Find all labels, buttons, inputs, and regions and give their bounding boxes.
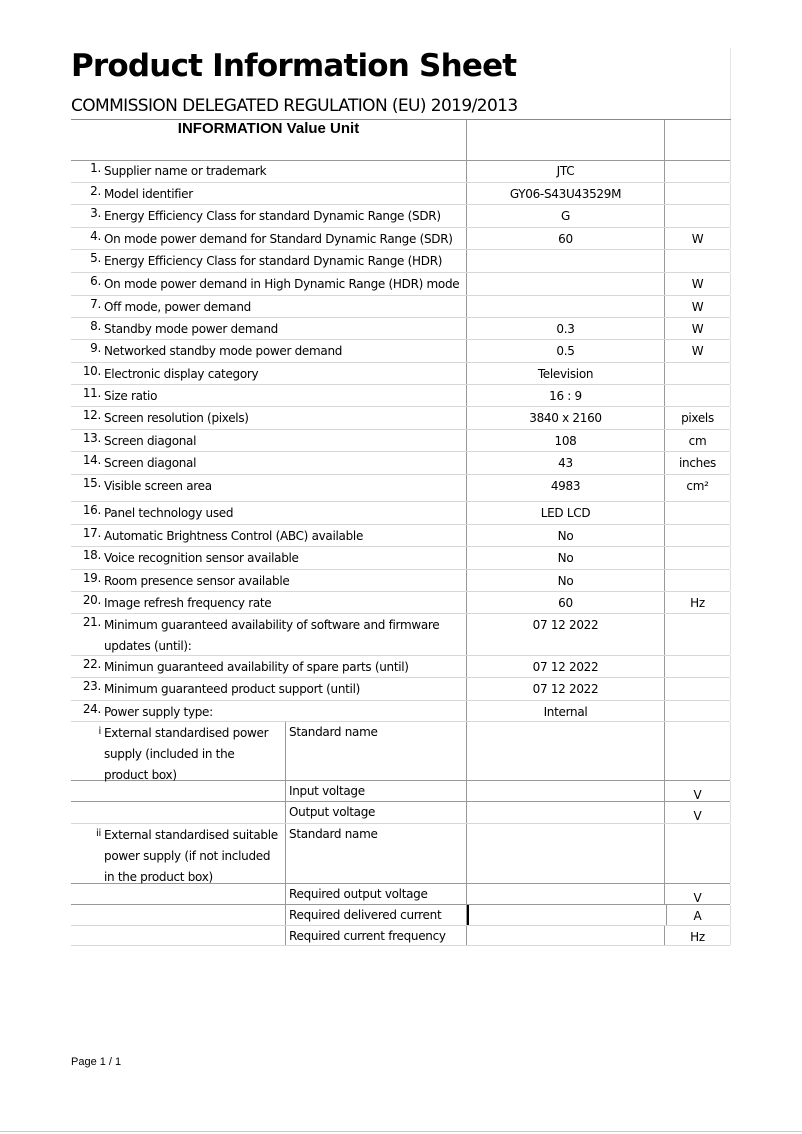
value: 43 [558, 456, 573, 470]
value: Television [537, 367, 594, 381]
row-label: Off mode, power demand [104, 300, 251, 314]
value-cell [467, 722, 665, 780]
row-label: Minimum guaranteed availability of software and firmware updates (until): [104, 618, 440, 653]
table-row [71, 926, 730, 946]
value [467, 884, 664, 885]
value: 60 [558, 596, 573, 610]
unit-cell [665, 318, 731, 339]
regulation-subtitle: COMMISSION DELEGATED REGULATION (EU) 2019/2013 [71, 96, 518, 116]
table-row [71, 407, 730, 430]
value [467, 781, 664, 782]
row-label: Minimum guaranteed product support (until) [104, 682, 361, 696]
value: 60 [558, 232, 573, 246]
row-number: 13. [82, 431, 101, 445]
table-row [71, 547, 730, 570]
row-label: On mode power demand for Standard Dynamic Range (SDR) [104, 232, 453, 246]
table-header: INFORMATION Value Unit [177, 120, 360, 137]
unit: cm [688, 434, 707, 448]
row-number: 16. [82, 503, 101, 517]
value [467, 273, 664, 274]
unit-cell [665, 363, 731, 384]
value: 07 12 2022 [532, 682, 599, 696]
label-cell [71, 802, 467, 823]
value [467, 802, 664, 803]
table-row [71, 228, 730, 250]
unit: W [691, 300, 704, 314]
row-label: Electronic display category [104, 367, 259, 381]
unit: W [691, 322, 704, 336]
value-cell [467, 781, 665, 801]
value: No [557, 551, 574, 565]
unit [665, 385, 730, 386]
value-cell [467, 296, 665, 317]
label-cell [71, 926, 467, 945]
value-cell [467, 273, 665, 295]
value-cell [467, 385, 665, 406]
row-number: 18. [82, 548, 101, 562]
table-row [71, 296, 730, 318]
unit-cell [665, 475, 731, 501]
value-cell [467, 614, 665, 655]
value-cell [467, 926, 665, 945]
unit [665, 570, 730, 571]
table-row [71, 722, 730, 781]
unit-cell [665, 884, 731, 904]
unit: V [693, 809, 702, 823]
label-cell [71, 525, 467, 546]
table-row [71, 525, 730, 547]
table-row [71, 656, 730, 678]
row-number: 4. [90, 229, 101, 243]
label-cell [71, 502, 467, 524]
unit-cell [665, 250, 731, 272]
table-row [71, 884, 730, 905]
unit-cell [665, 160, 731, 182]
unit-cell [665, 592, 731, 613]
unit-cell [665, 722, 731, 780]
sub-label: Required delivered current [285, 905, 441, 925]
unit: V [693, 891, 702, 905]
unit: inches [679, 456, 716, 470]
unit [665, 160, 730, 161]
unit-cell [665, 678, 731, 700]
table-row [71, 160, 730, 183]
unit-cell [665, 430, 731, 451]
sub-label: Required output voltage [285, 884, 428, 904]
row-number: 5. [90, 251, 101, 265]
table-row [71, 430, 730, 452]
unit [665, 547, 730, 548]
table-row [71, 385, 730, 407]
value: 0.3 [556, 322, 575, 336]
row-number: 12. [82, 408, 101, 422]
unit [665, 824, 730, 825]
label-cell [71, 363, 467, 384]
table-row [71, 824, 730, 884]
value: 07 12 2022 [532, 660, 599, 674]
unit-cell [665, 452, 731, 474]
value: 108 [554, 434, 577, 448]
page-title: Product Information Sheet [71, 48, 517, 84]
value [467, 824, 664, 825]
table-row [71, 205, 730, 228]
value-cell [467, 407, 665, 429]
value-cell [467, 205, 665, 227]
unit-cell [665, 183, 731, 204]
value: 4983 [550, 479, 581, 493]
value: GY06-S43U43529M [509, 187, 622, 201]
unit [665, 701, 730, 702]
unit-cell [665, 407, 731, 429]
label-cell [71, 385, 467, 406]
table-row [71, 701, 730, 722]
unit [665, 525, 730, 526]
value: No [557, 529, 574, 543]
unit: Hz [690, 930, 705, 944]
unit-cell [665, 701, 731, 721]
value: LED LCD [540, 506, 591, 520]
table-row [71, 614, 730, 656]
label-cell [71, 701, 467, 721]
row-label: On mode power demand in High Dynamic Range (HDR) mode [104, 277, 460, 291]
row-number: 19. [82, 571, 101, 585]
label-cell [71, 547, 467, 569]
row-label: Supplier name or trademark [104, 164, 267, 178]
row-label: Size ratio [104, 389, 158, 403]
label-cell [71, 570, 467, 591]
value-cell [467, 228, 665, 249]
value-cell [467, 502, 665, 524]
unit [665, 722, 730, 723]
value-cell [467, 547, 665, 569]
row-label: Energy Efficiency Class for standard Dynamic Range (HDR) [104, 254, 443, 268]
row-label: Minimun guaranteed availability of spare parts (until) [104, 660, 409, 674]
unit-cell [665, 824, 731, 883]
value-cell [467, 340, 665, 362]
row-number: 22. [82, 657, 101, 671]
value: Internal [543, 705, 588, 719]
table-row [71, 781, 730, 802]
value-cell [467, 250, 665, 272]
sub-label: Input voltage [285, 781, 365, 801]
row-number: i [98, 726, 101, 737]
frame-line [730, 48, 731, 120]
unit-cell [665, 547, 731, 569]
value [467, 250, 664, 251]
unit-cell [665, 502, 731, 524]
row-label: Screen diagonal [104, 434, 197, 448]
unit-cell [665, 656, 731, 677]
row-label: Panel technology used [104, 506, 234, 520]
unit-cell [665, 926, 731, 945]
label-cell [71, 781, 467, 801]
label-cell [71, 614, 467, 655]
row-number: 11. [82, 386, 101, 400]
unit [665, 678, 730, 679]
unit-cell [665, 296, 731, 317]
table-row [71, 340, 730, 363]
unit [665, 250, 730, 251]
table-row [71, 363, 730, 385]
value-cell [467, 592, 665, 613]
label-cell [71, 340, 467, 362]
label-cell [71, 884, 467, 904]
unit-cell [665, 570, 731, 591]
label-cell [71, 678, 467, 700]
value-cell [467, 656, 665, 677]
page-number: Page 1 / 1 [71, 1056, 122, 1068]
unit-cell [665, 614, 731, 655]
row-label: Screen resolution (pixels) [104, 411, 249, 425]
unit: A [693, 909, 702, 923]
value: 16 : 9 [549, 389, 582, 403]
unit [665, 656, 730, 657]
label-cell [71, 228, 467, 249]
table-row [71, 905, 730, 926]
value: 0.5 [556, 344, 575, 358]
label-cell [71, 250, 467, 272]
row-number: ii [96, 828, 101, 839]
table-row [71, 183, 730, 205]
value: 07 12 2022 [532, 618, 599, 632]
value [469, 905, 666, 906]
row-number: 7. [90, 297, 101, 311]
value [467, 722, 664, 723]
row-label: Room presence sensor available [104, 574, 290, 588]
table-row [71, 570, 730, 592]
row-label: External standardised power supply (included in the product box) [104, 726, 269, 782]
row-number: 17. [82, 526, 101, 540]
unit: W [691, 232, 704, 246]
unit: W [691, 344, 704, 358]
value-cell [467, 318, 665, 339]
row-number: 1. [90, 161, 101, 175]
value-cell [467, 160, 665, 182]
header-cell [665, 120, 731, 160]
label-cell [71, 592, 467, 613]
sub-label: Standard name [285, 824, 378, 883]
value-cell [467, 905, 667, 925]
table-row [71, 475, 730, 502]
label-cell [71, 824, 467, 883]
unit: pixels [681, 411, 714, 425]
row-number: 3. [90, 206, 101, 220]
value-cell [467, 802, 665, 823]
value: JTC [556, 164, 575, 178]
label-cell [71, 905, 467, 925]
unit-cell [665, 905, 731, 925]
row-label: Image refresh frequency rate [104, 596, 272, 610]
row-number: 14. [82, 453, 101, 467]
row-label: Networked standby mode power demand [104, 344, 343, 358]
label-cell [71, 722, 467, 780]
sub-label: Standard name [285, 722, 378, 780]
divider [0, 1131, 802, 1132]
label-cell [71, 205, 467, 227]
table-row [71, 592, 730, 614]
table-row [71, 678, 730, 701]
unit-cell [665, 385, 731, 406]
row-label: Energy Efficiency Class for standard Dynamic Range (SDR) [104, 209, 441, 223]
value-cell [467, 452, 665, 474]
unit [665, 205, 730, 206]
value [467, 926, 664, 927]
label-cell [71, 318, 467, 339]
unit [665, 363, 730, 364]
unit-cell [665, 340, 731, 362]
value: 3840 x 2160 [529, 411, 602, 425]
value-cell [467, 701, 665, 721]
table-row [71, 318, 730, 340]
unit-cell [665, 273, 731, 295]
unit: Hz [690, 596, 705, 610]
row-number: 2. [90, 184, 101, 198]
sub-label: Output voltage [285, 802, 375, 823]
row-number: 24. [82, 702, 101, 716]
value-cell [467, 183, 665, 204]
label-cell [71, 430, 467, 451]
table-row [71, 452, 730, 475]
row-label: Automatic Brightness Control (ABC) available [104, 529, 364, 543]
label-cell [71, 656, 467, 677]
unit-cell [665, 205, 731, 227]
unit-cell [665, 525, 731, 546]
label-cell [71, 407, 467, 429]
row-number: 21. [82, 615, 101, 629]
unit [665, 614, 730, 615]
table-row [71, 502, 730, 525]
value-cell [467, 884, 665, 904]
value-cell [467, 363, 665, 384]
unit [665, 183, 730, 184]
unit [665, 502, 730, 503]
unit-cell [665, 228, 731, 249]
row-number: 23. [82, 679, 101, 693]
table-row [71, 273, 730, 296]
row-label: Screen diagonal [104, 456, 197, 470]
row-number: 15. [82, 476, 101, 490]
row-number: 6. [90, 274, 101, 288]
row-label: Standby mode power demand [104, 322, 278, 336]
row-number: 8. [90, 319, 101, 333]
value-cell [467, 678, 665, 700]
unit-cell [665, 802, 731, 823]
row-label: Model identifier [104, 187, 193, 201]
row-label: Power supply type: [104, 705, 213, 719]
row-label: Voice recognition sensor available [104, 551, 299, 565]
value-cell [467, 475, 665, 501]
table-row [71, 802, 730, 824]
sub-label: Required current frequency [285, 926, 446, 945]
unit: W [691, 277, 704, 291]
label-cell [71, 160, 467, 182]
value-cell [467, 525, 665, 546]
header-cell [467, 120, 665, 160]
label-cell [71, 183, 467, 204]
unit-cell [665, 781, 731, 801]
unit: cm² [686, 479, 709, 493]
row-number: 9. [90, 341, 101, 355]
value: No [557, 574, 574, 588]
value-cell [467, 570, 665, 591]
label-cell [71, 296, 467, 317]
unit: V [693, 788, 702, 802]
value: G [561, 209, 570, 223]
label-cell [71, 475, 467, 501]
value-cell [467, 430, 665, 451]
row-label: External standardised suitable power supply (if not included in the product box) [104, 828, 278, 884]
value [467, 296, 664, 297]
row-label: Visible screen area [104, 479, 212, 493]
label-cell [71, 273, 467, 295]
value-cell [467, 824, 665, 883]
row-number: 20. [82, 593, 101, 607]
label-cell [71, 452, 467, 474]
row-number: 10. [82, 364, 101, 378]
table-row [71, 250, 730, 273]
